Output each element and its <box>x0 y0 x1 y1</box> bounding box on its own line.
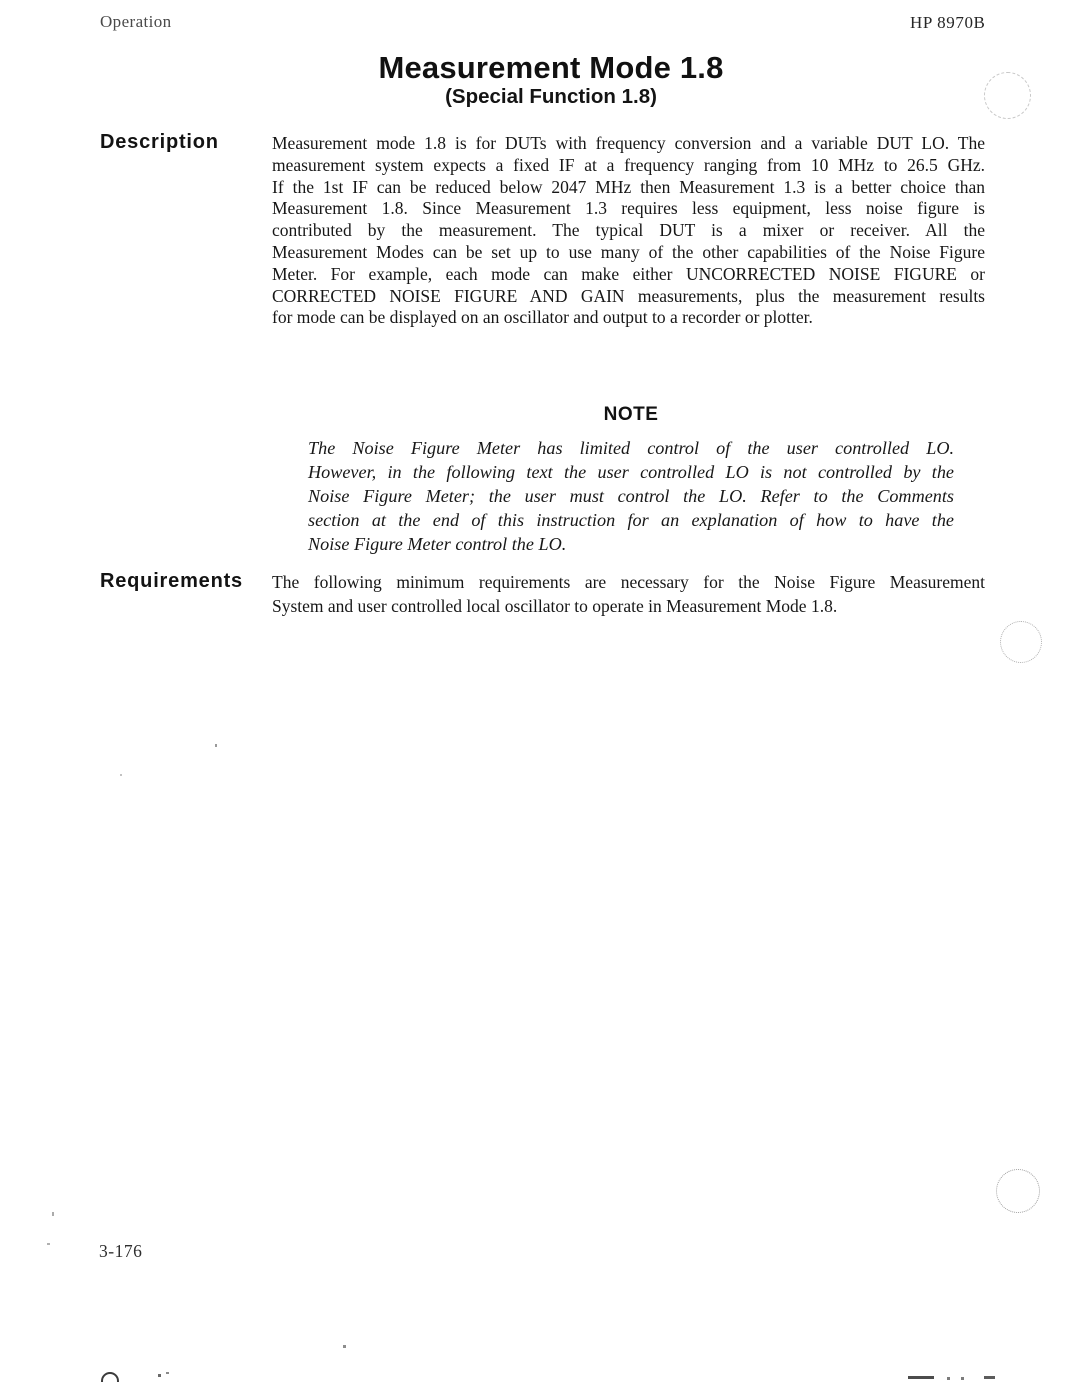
description-line: Meter. For example, each mode can make either UNCORRECTED NOISE FIGURE or <box>272 263 985 284</box>
hole-punch-mark <box>984 72 1031 119</box>
description-paragraph <box>272 133 985 329</box>
requirements-paragraph <box>272 571 985 619</box>
note-block <box>308 404 954 556</box>
description-line: measurement system expects a fixed IF at a frequency ranging from 10 MHz to 26.5 GHz. <box>272 154 985 175</box>
scan-speck <box>52 1212 54 1216</box>
page-number: 3-176 <box>99 1241 143 1261</box>
description-label: Description <box>100 131 219 153</box>
description-line: Measurement 1.8. Since Measurement 1.3 requires less equipment, less noise figure is <box>272 198 985 219</box>
scan-speck <box>215 744 217 747</box>
note-line: The Noise Figure Meter has limited control of the user controlled LO. <box>308 438 954 458</box>
bottom-edge-cutoff-mark <box>961 1377 964 1380</box>
note-line: section at the end of this instruction for an explanation of how to have the <box>308 510 954 530</box>
bottom-edge-cutoff-mark <box>166 1372 169 1374</box>
scan-speck <box>120 774 122 776</box>
note-line: Noise Figure Meter; the user must control the LO. Refer to the Comments <box>308 486 954 506</box>
page-subtitle: (Special Function 1.8) <box>445 85 657 108</box>
requirements-line: The following minimum requirements are necessary for the Noise Figure Measurement <box>272 572 985 592</box>
description-line: contributed by the measurement. The typical DUT is a mixer or receiver. All the <box>272 220 985 241</box>
bottom-edge-cutoff-mark <box>947 1377 950 1380</box>
description-line: Measurement Modes can be set up to use many of the other capabilities of the Noise Figure <box>272 241 985 262</box>
note-heading: NOTE <box>603 404 659 425</box>
description-line: CORRECTED NOISE FIGURE AND GAIN measurements, plus the measurement results <box>272 285 985 306</box>
bottom-edge-cutoff-letter <box>101 1372 121 1382</box>
page-title: Measurement Mode 1.8 <box>378 50 724 85</box>
scan-speck <box>47 1243 50 1245</box>
note-line: Noise Figure Meter control the LO. <box>308 534 567 554</box>
requirements-label: Requirements <box>100 570 243 592</box>
hole-punch-mark <box>1000 621 1042 663</box>
hole-punch-mark <box>996 1169 1040 1213</box>
description-line: Measurement mode 1.8 is for DUTs with frequency conversion and a variable DUT LO. The <box>272 133 985 153</box>
requirements-line: System and user controlled local oscillator to operate in Measurement Mode 1.8. <box>272 595 838 616</box>
bottom-edge-cutoff-mark <box>908 1376 934 1379</box>
running-header-model: HP 8970B <box>910 13 986 32</box>
cutoff-letter-arc <box>101 1372 119 1382</box>
title-block <box>21 51 1080 108</box>
description-line: If the 1st IF can be reduced below 2047 MHz then Measurement 1.3 is a better choice than <box>272 176 985 197</box>
running-header-section: Operation <box>100 12 172 31</box>
description-line: for mode can be displayed on an oscillator and output to a recorder or plotter. <box>272 307 813 328</box>
note-line: However, in the following text the user controlled LO is not controlled by the <box>308 462 954 482</box>
note-paragraph <box>308 436 954 556</box>
bottom-edge-cutoff-mark <box>984 1376 995 1379</box>
scan-speck <box>343 1345 346 1348</box>
bottom-edge-cutoff-mark <box>158 1374 161 1377</box>
